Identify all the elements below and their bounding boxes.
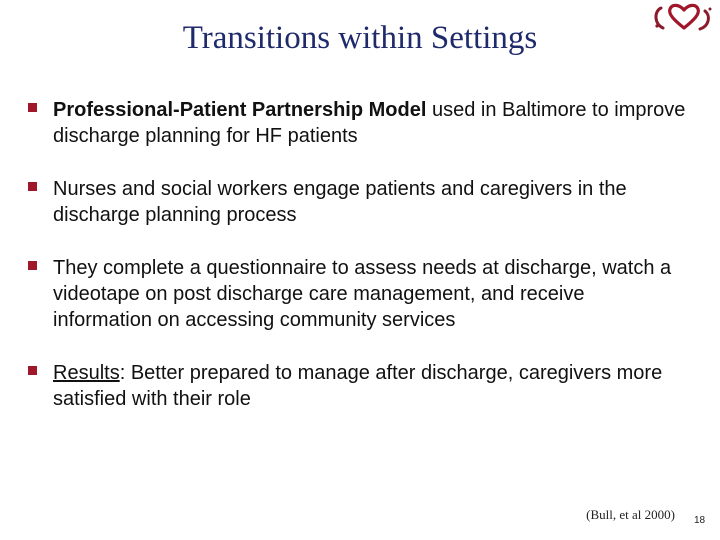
bullet-text: Nurses and social workers engage patients and caregivers in the discharge planning process	[53, 178, 627, 226]
square-bullet-icon	[28, 261, 37, 270]
square-bullet-icon	[28, 366, 37, 375]
heart-stethoscope-logo-icon	[651, 2, 717, 34]
square-bullet-icon	[28, 182, 37, 191]
bullet-text: They complete a questionnaire to assess needs at discharge, watch a videotape on post discharge care management, and receive information on accessing community services	[53, 257, 672, 331]
bullet-list	[28, 97, 688, 439]
bullet-item-nurses-social-workers	[28, 176, 688, 228]
bullet-item-results	[28, 360, 688, 412]
bullet-item-questionnaire	[28, 255, 688, 333]
slide-title: Transitions within Settings	[182, 20, 538, 56]
page-number: 18	[694, 515, 706, 526]
bullet-text: : Better prepared to manage after discharge, caregivers more satisfied with their role	[53, 362, 663, 410]
bullet-text: used in Baltimore to improve discharge planning for HF patients	[53, 99, 686, 147]
square-bullet-icon	[28, 103, 37, 112]
citation-text: (Bull, et al 2000)	[586, 507, 675, 522]
bullet-lead-text: Professional-Patient Partnership Model	[53, 99, 427, 121]
bullet-lead-text: Results	[53, 362, 120, 384]
bullet-item-partnership-model	[28, 97, 688, 149]
